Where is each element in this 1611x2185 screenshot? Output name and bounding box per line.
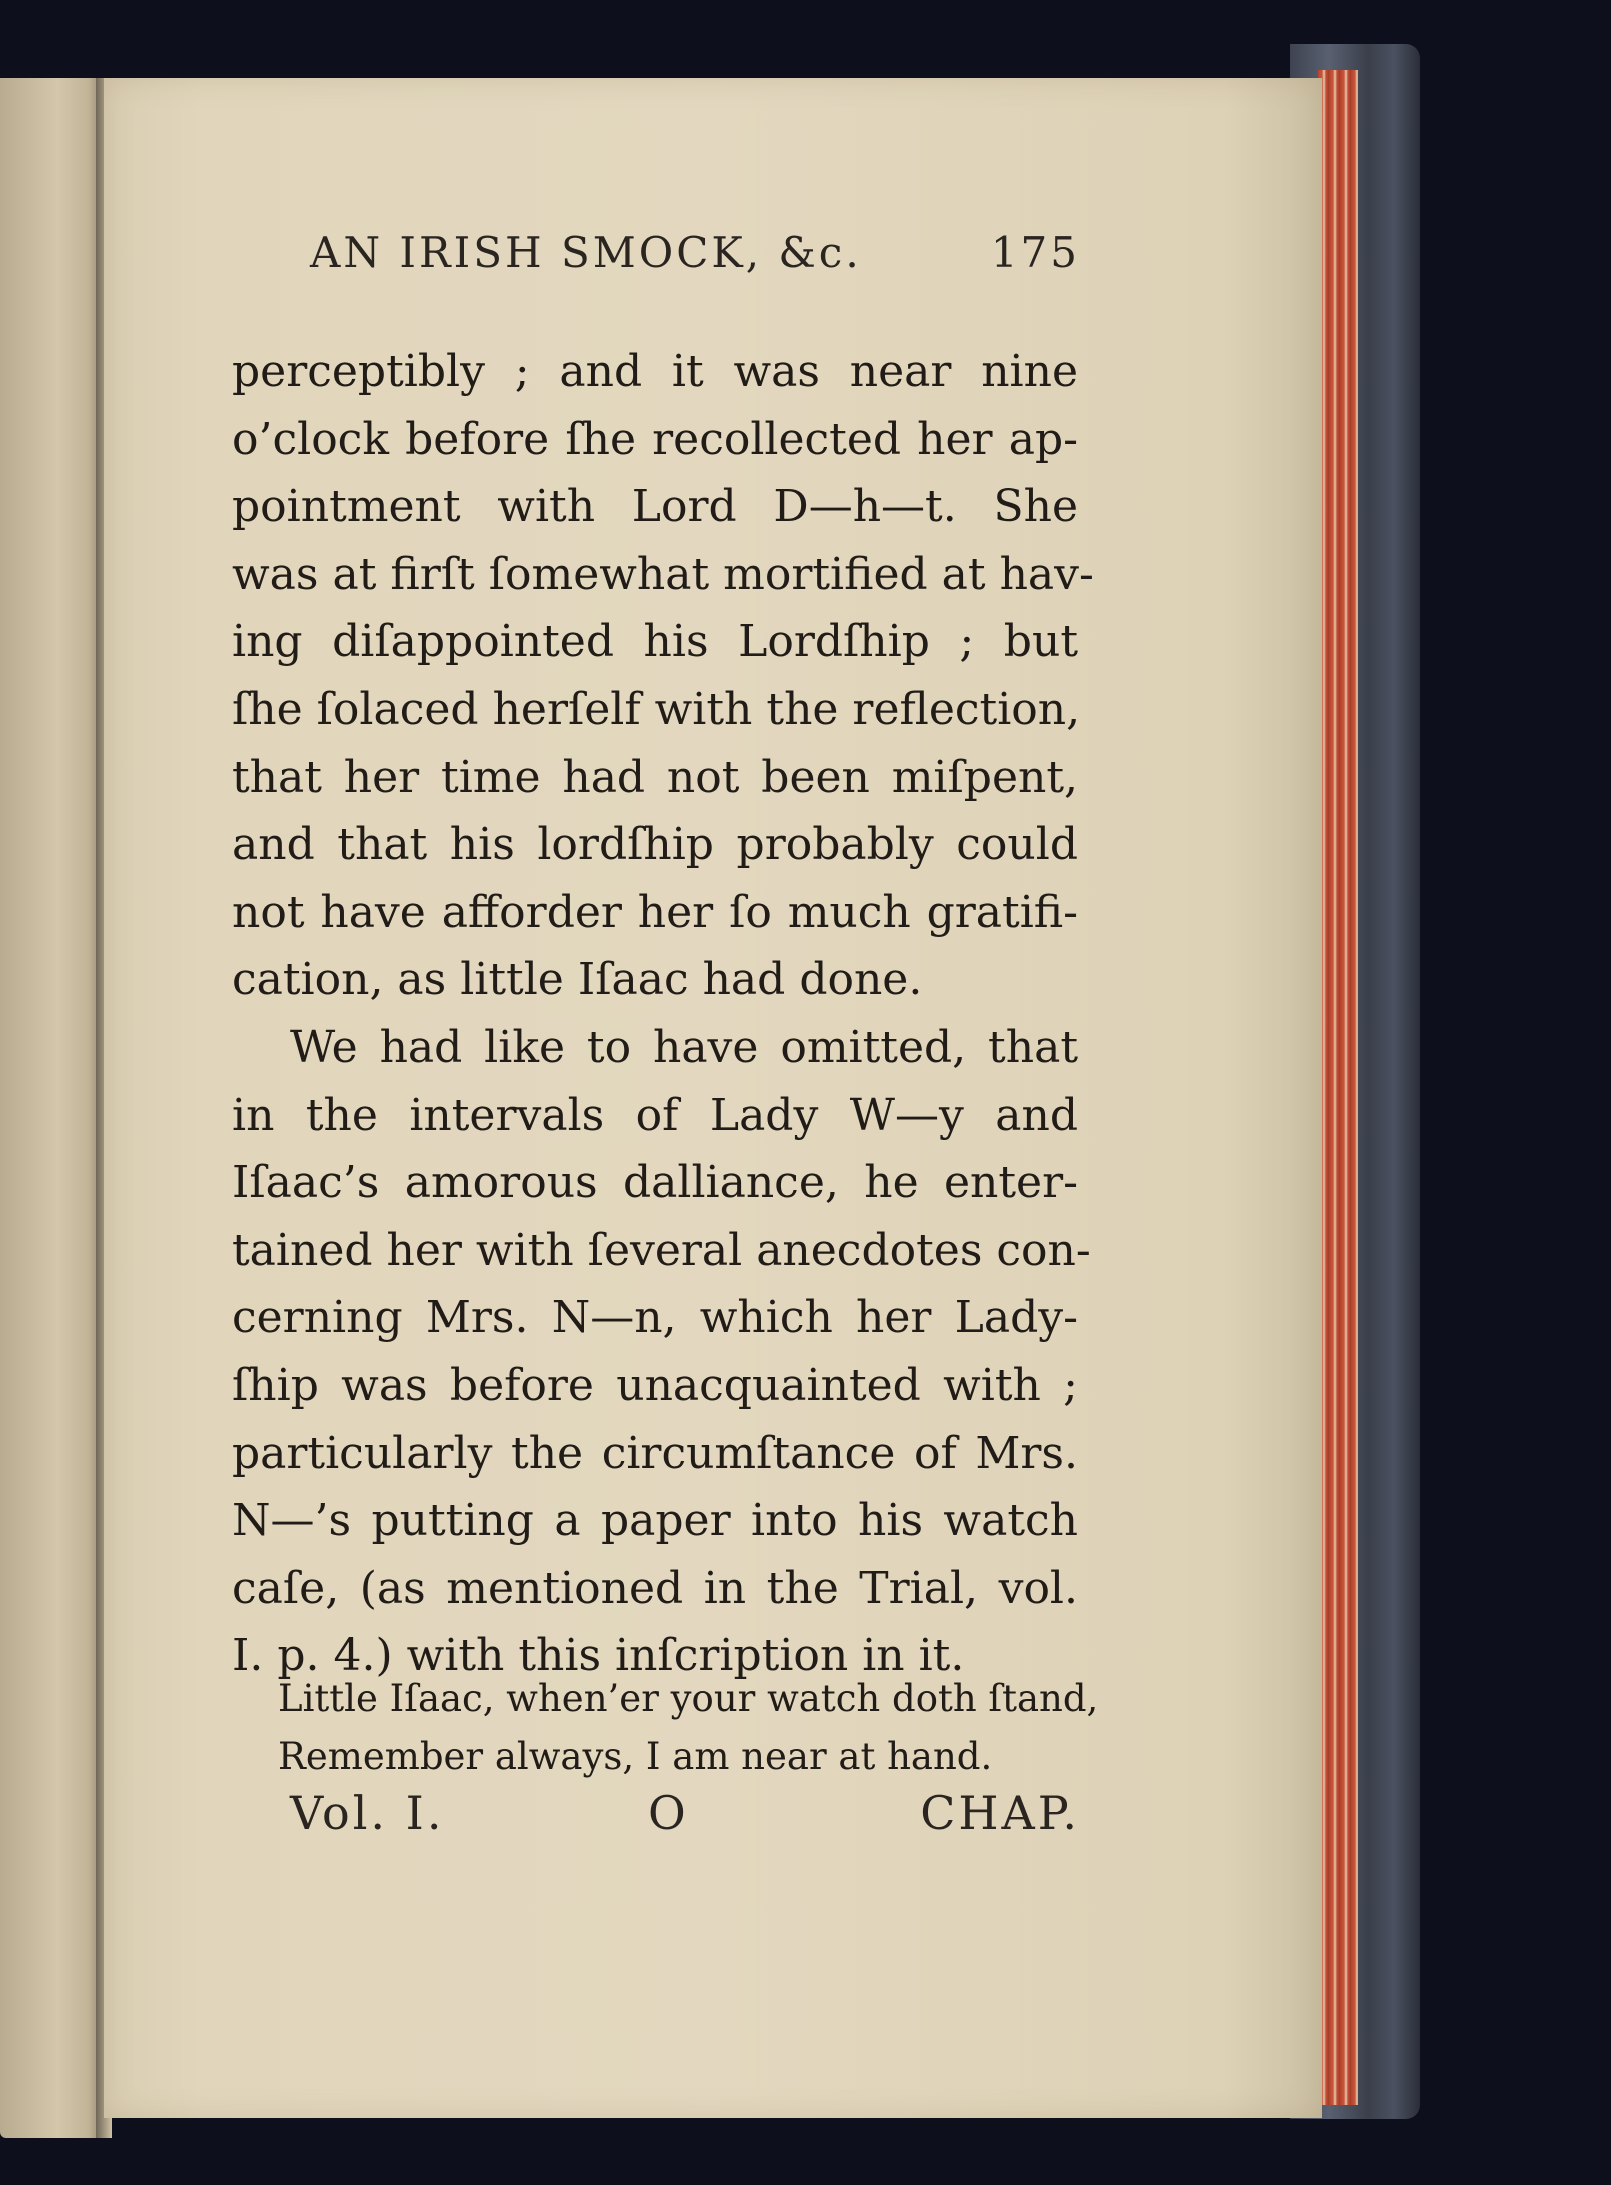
text-line: ing diſappointed his Lordſhip ; but bbox=[232, 616, 1078, 668]
text-line: perceptibly ; and it was near nine bbox=[232, 346, 1078, 397]
facing-page-edge bbox=[0, 78, 104, 2138]
text-line: ſhe ſolaced herſelf with the reflection, bbox=[232, 683, 1081, 735]
text-line: Iſaac’s amorous dalliance, he enter- bbox=[232, 1157, 1078, 1209]
text-line: pointment with Lord D—h—t. She bbox=[232, 481, 1078, 533]
text-line: particularly the circumſtance of Mrs. bbox=[232, 1427, 1078, 1479]
text-line: o’clock before ſhe recollected her ap- bbox=[232, 413, 1078, 465]
body-text bbox=[232, 338, 1094, 1690]
signature-mark: O bbox=[648, 1786, 689, 1840]
text-line: We had like to have omitted, that bbox=[290, 1021, 1078, 1073]
verse-line: Remember always, I am near at hand. bbox=[278, 1735, 993, 1778]
volume-label: Vol. I. bbox=[290, 1786, 445, 1840]
text-line: cerning Mrs. N—n, which her Lady- bbox=[232, 1292, 1078, 1344]
text-line: that her time had not been miſpent, bbox=[232, 751, 1078, 803]
text-line: and that his lordſhip probably could bbox=[232, 819, 1078, 871]
text-line: in the intervals of Lady W—y and bbox=[232, 1089, 1078, 1141]
verse-line: Little Iſaac, when’er your watch doth ſtand, bbox=[278, 1677, 1099, 1720]
text-line: not have afforder her ſo much gratifi- bbox=[232, 886, 1078, 938]
running-header bbox=[310, 228, 1080, 288]
page-footer bbox=[290, 1786, 1080, 1846]
text-line: caſe, (as mentioned in the Trial, vol. bbox=[232, 1562, 1078, 1614]
text-line: N—’s putting a paper into his watch bbox=[232, 1495, 1078, 1547]
text-line: cation, as little Iſaac had done. bbox=[232, 954, 923, 1006]
text-line: ſhip was before unacquainted with ; bbox=[232, 1359, 1078, 1411]
text-line: tained her with ſeveral anecdotes con- bbox=[232, 1224, 1091, 1276]
text-line: I. p. 4.) with this inſcription in it. bbox=[232, 1630, 965, 1682]
verse-inscription bbox=[278, 1670, 1099, 1786]
red-page-edges bbox=[1318, 70, 1358, 2105]
running-head-title: AN IRISH SMOCK, &c. bbox=[310, 228, 862, 277]
page-number: 175 bbox=[990, 228, 1080, 277]
catchword: CHAP. bbox=[920, 1786, 1080, 1840]
text-line: was at firſt ſomewhat mortified at hav- bbox=[232, 548, 1094, 600]
